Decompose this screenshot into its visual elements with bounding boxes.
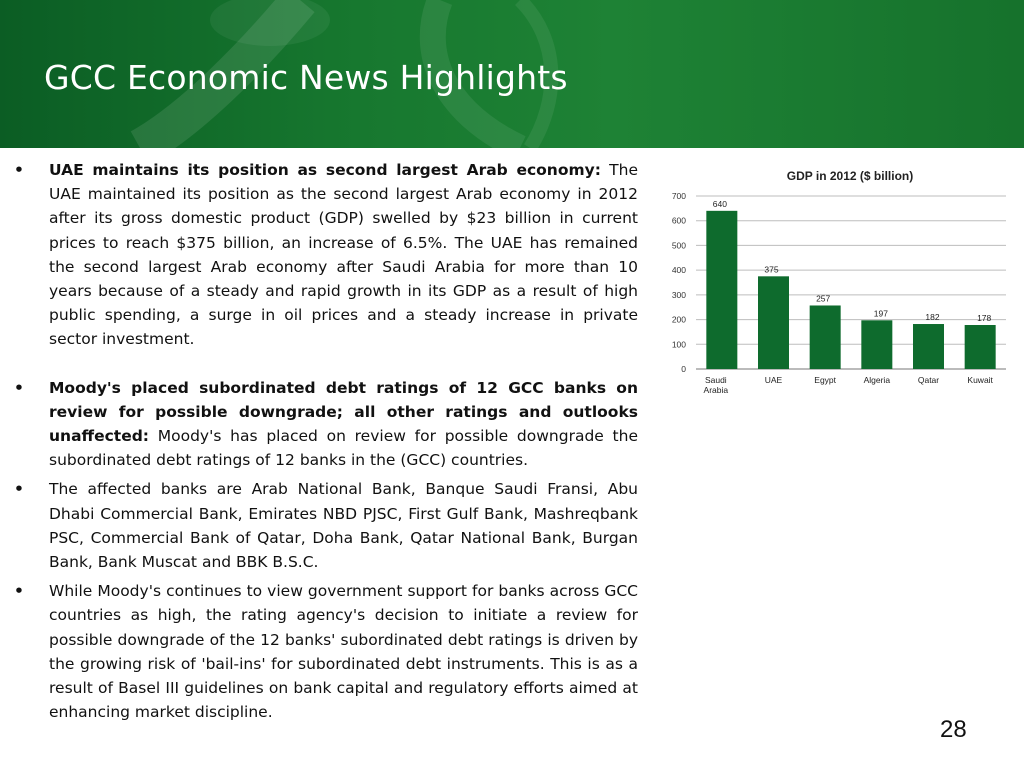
gdp-bar-chart (660, 160, 1010, 405)
bar-value-label: 375 (764, 264, 779, 275)
bar-value-label: 182 (925, 312, 940, 323)
bullet-marker: • (14, 378, 24, 397)
bar-data-labels (713, 199, 992, 323)
bar-value-label: 257 (816, 293, 831, 304)
bullet-marker: • (14, 161, 24, 179)
y-tick-label: 500 (671, 240, 686, 251)
bullet-moodys-review (14, 376, 638, 473)
y-tick-label: 200 (671, 314, 686, 325)
y-tick-label: 400 (671, 265, 686, 276)
y-tick-label: 700 (671, 191, 686, 201)
gdp-chart-svg (660, 160, 1010, 405)
bar-value-label: 178 (977, 313, 992, 324)
bar-egypt (810, 305, 841, 369)
bullet-lead: Moody's placed subordinated debt ratings of 12 GCC banks on review for possible downgrade; all other ratings and outlooks unaffected: (49, 378, 638, 446)
chart-gridlines (696, 196, 1006, 369)
bar-qatar (913, 324, 944, 369)
page-number: 28 (940, 716, 967, 743)
bullet-lead: UAE maintains its position as second largest Arab economy: (49, 161, 601, 179)
x-category-label: Egypt (814, 375, 837, 385)
y-tick-label: 300 (671, 289, 686, 300)
y-tick-label: 100 (671, 339, 686, 350)
bullet-body: The UAE maintained its position as the second largest Arab economy in 2012 after its gross domestic product (GDP) swelled by $23 billion in current prices to reach $375 billion, an increase of 6.5%. The UAE has remained the second largest Arab economy after Saudi Arabia for more than 10 years because of a steady and rapid growth in its GDP as a result of high public spending, a surge in oil prices and a steady increase in private sector investment. (49, 161, 638, 349)
x-category-label: Kuwait (967, 375, 993, 385)
bullet-marker: • (14, 480, 24, 499)
bullet-uae-economy (14, 158, 638, 352)
bar-uae (758, 276, 789, 369)
x-category-label: Algeria (863, 375, 891, 385)
bar-saudi-arabia (706, 211, 737, 369)
x-axis-categories (704, 375, 994, 395)
x-category-label: Qatar (917, 375, 940, 385)
y-tick-label: 0 (681, 364, 686, 374)
bar-value-label: 640 (712, 198, 727, 209)
bullet-body: The affected banks are Arab National Bank, Banque Saudi Fransi, Abu Dhabi Commercial Bank, Emirates NBD PJSC, First Gulf Bank, Mashreqbank PSC, Commercial Bank of Qatar, Doha Bank, Qatar National Bank, Burgan Bank, Bank Muscat and BBK B.S.C. (49, 480, 638, 572)
news-text-column (14, 158, 638, 724)
bullet-body: While Moody's continues to view government support for banks across GCC countries as high, the rating agency's decision to initiate a review for possible downgrade of the 12 banks' subordinated debt ratings is driven by the growing risk of 'bail-ins' for subordinated debt instruments. This is as a result of Basel III guidelines on bank capital and regulatory efforts aimed at enhancing market discipline. (49, 582, 638, 722)
bar-kuwait (965, 325, 996, 369)
chart-bars (706, 211, 995, 369)
slide-header (0, 0, 1024, 148)
bar-value-label: 197 (873, 308, 888, 319)
bullet-government-support (14, 579, 638, 724)
slide-title: GCC Economic News Highlights (44, 58, 568, 97)
bar-algeria (861, 320, 892, 369)
y-tick-label: 600 (671, 215, 686, 226)
x-category-label: UAE (764, 375, 783, 385)
bullet-marker: • (14, 582, 24, 601)
bullet-affected-banks (14, 477, 638, 574)
x-category-label: Saudi Arabia (703, 375, 729, 395)
chart-title: GDP in 2012 ($ billion) (786, 169, 914, 183)
y-axis-ticks (672, 191, 686, 374)
bullet-body: Moody's has placed on review for possible downgrade the subordinated debt ratings of 12 banks in the (GCC) countries. (49, 427, 638, 470)
